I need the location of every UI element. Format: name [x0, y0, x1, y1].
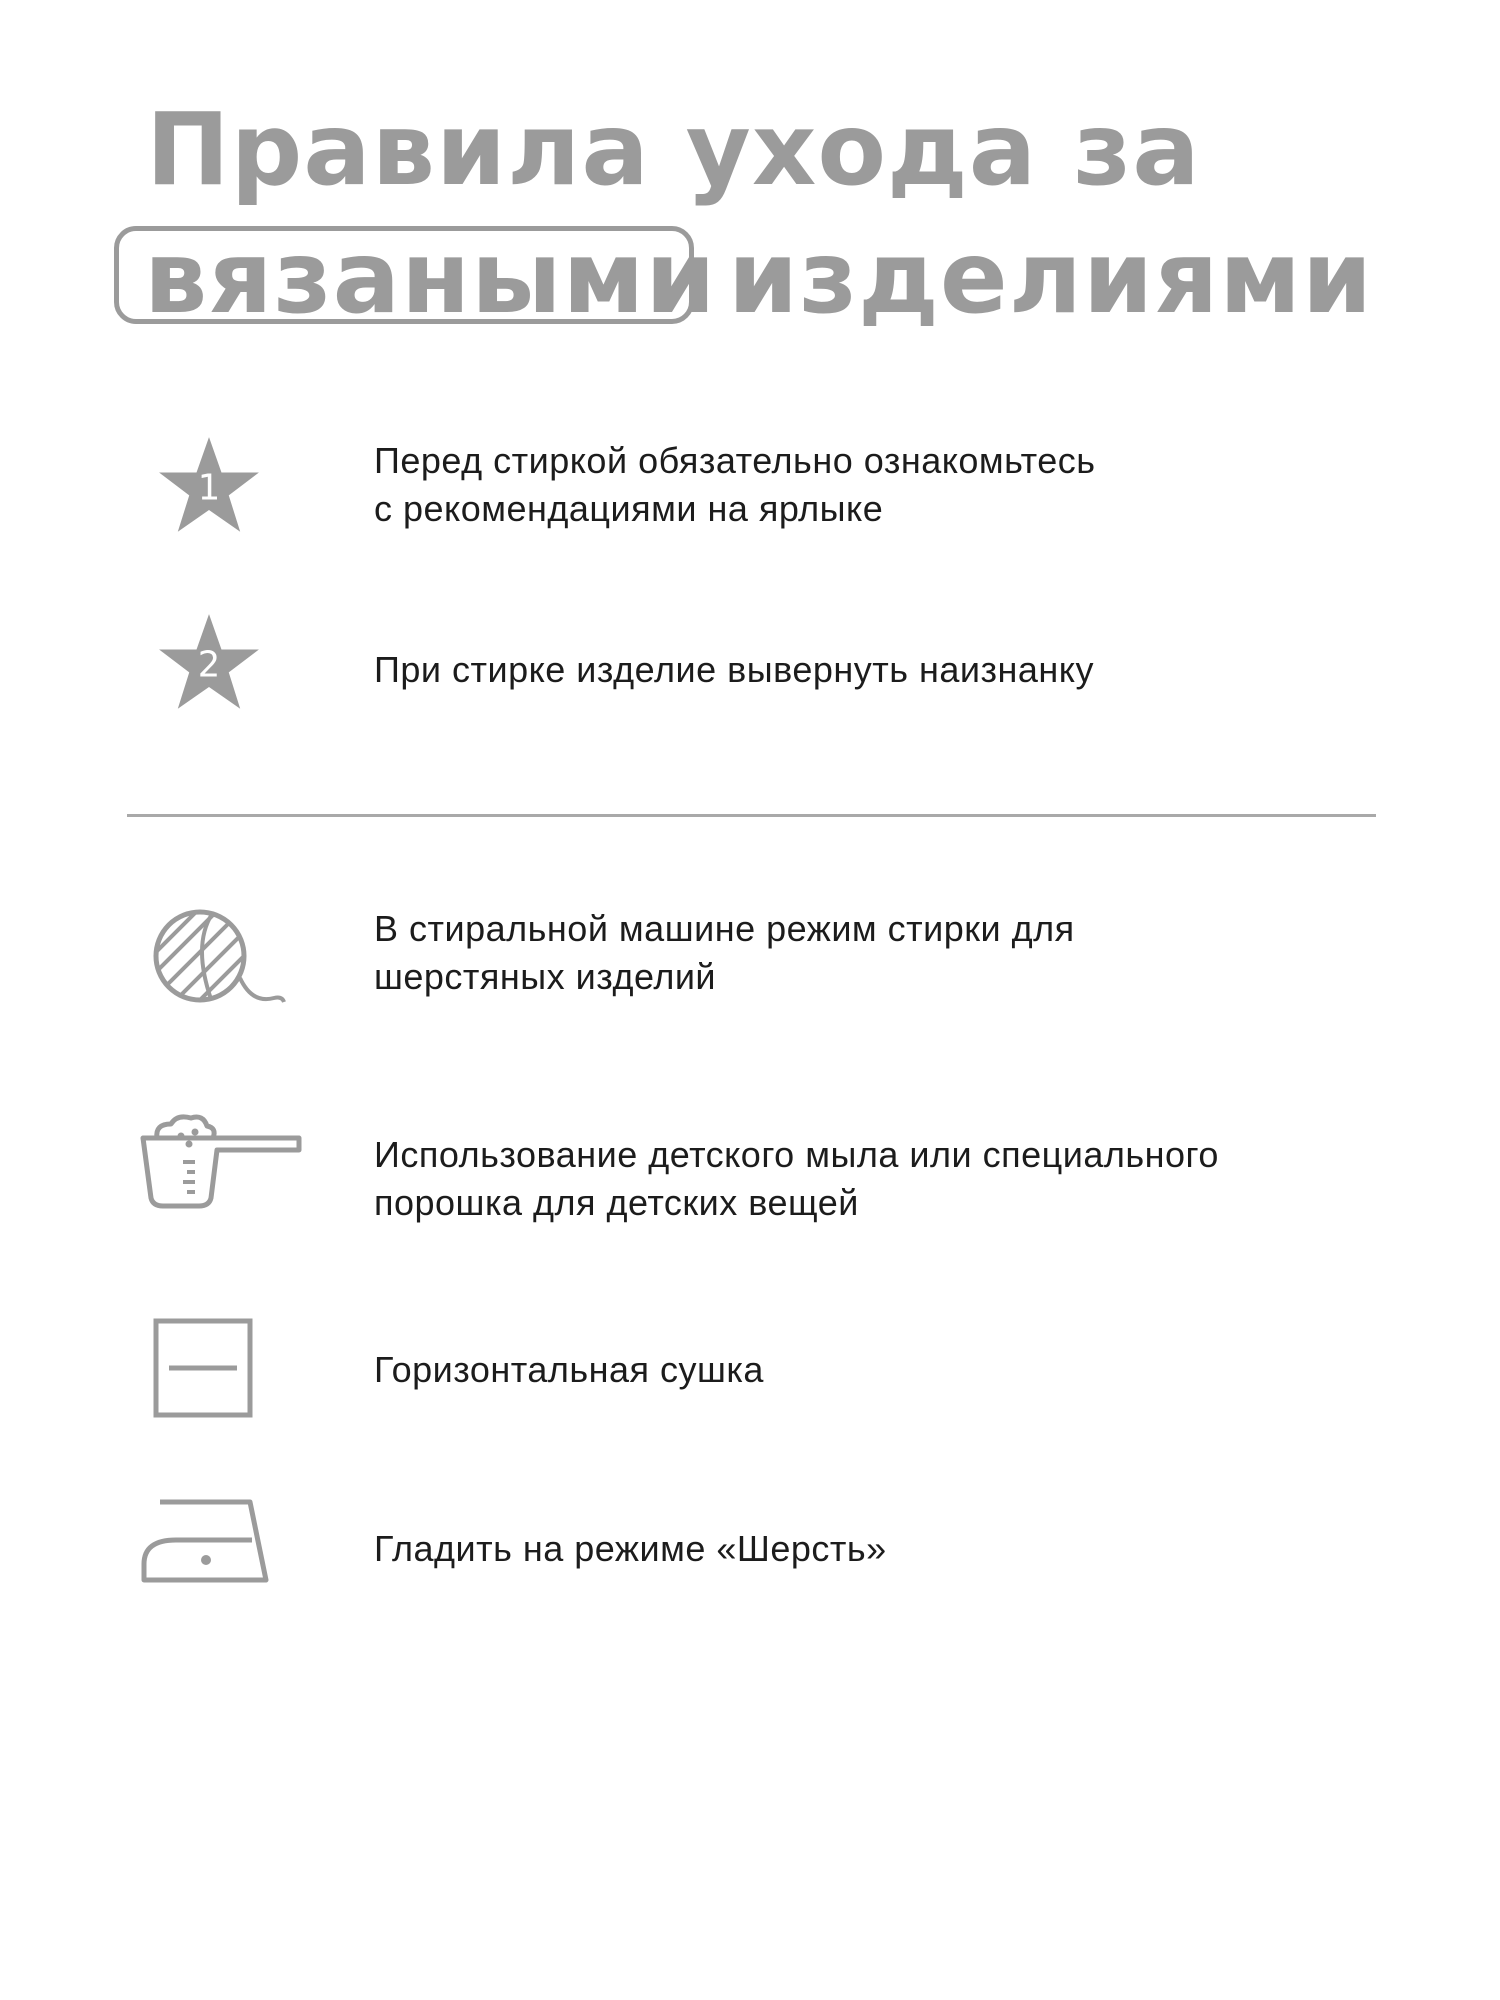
- detergent-scoop-icon: [137, 1110, 303, 1210]
- item-text-line: Горизонтальная сушка: [374, 1349, 764, 1390]
- item-text-line: При стирке изделие вывернуть наизнанку: [374, 649, 1094, 690]
- step-number: 2: [197, 644, 221, 686]
- list-item: [374, 437, 1374, 533]
- item-text-line: В стиральной машине режим стирки для: [374, 908, 1075, 949]
- item-text-line: Использование детского мыла или специального: [374, 1134, 1219, 1175]
- yarn-ball-icon: [152, 906, 292, 1006]
- list-item: [374, 646, 1374, 694]
- item-text-line: порошка для детских вещей: [374, 1182, 859, 1223]
- item-text-line: Гладить на режиме «Шерсть»: [374, 1528, 887, 1569]
- list-item: [374, 905, 1374, 1001]
- page-title-boxed-word: вязаными: [144, 219, 717, 336]
- section-divider: [127, 814, 1376, 817]
- page-title-line-1: Правила ухода за: [146, 91, 1201, 208]
- step-number: 1: [197, 467, 221, 509]
- list-item: [374, 1346, 1374, 1394]
- flat-dry-icon: [153, 1318, 255, 1418]
- star-icon: [157, 612, 261, 712]
- list-item: [374, 1131, 1374, 1227]
- item-text-line: шерстяных изделий: [374, 956, 717, 997]
- iron-low-icon: [140, 1494, 270, 1584]
- list-item: [374, 1525, 1374, 1573]
- item-text-line: Перед стиркой обязательно ознакомьтесь: [374, 440, 1096, 481]
- item-text-line: с рекомендациями на ярлыке: [374, 488, 884, 529]
- star-icon: [157, 435, 261, 535]
- page-title-line-2: изделиями: [728, 219, 1374, 336]
